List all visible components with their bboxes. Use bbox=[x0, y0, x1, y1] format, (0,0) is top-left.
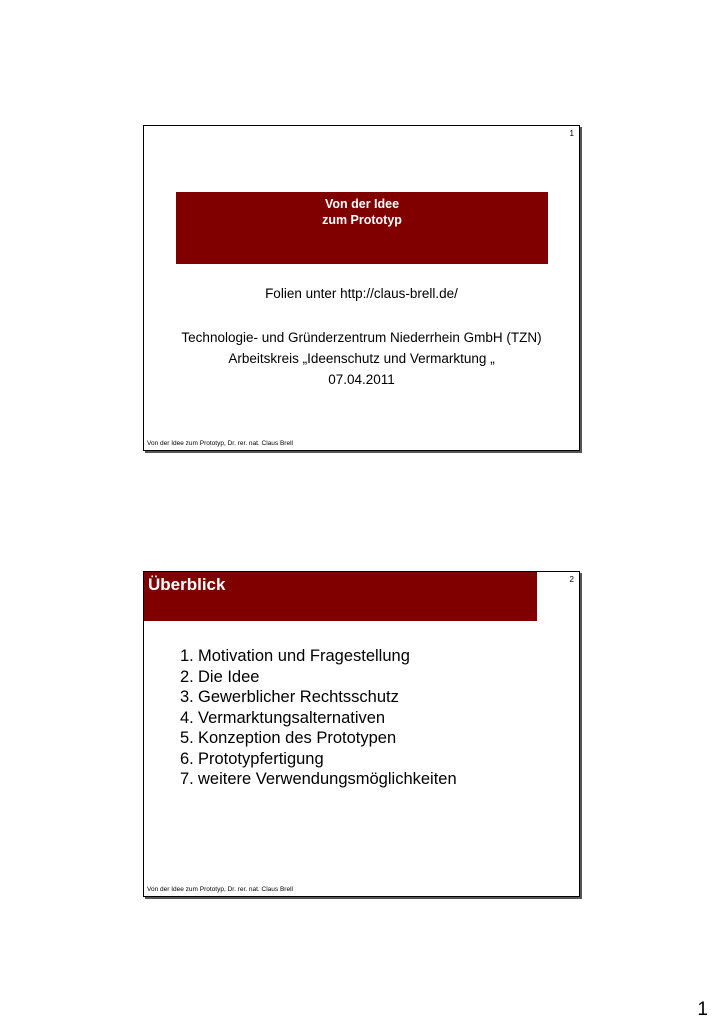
title-line-1: Von der Idee bbox=[324, 197, 400, 211]
slides-link-text: Folien unter http://claus-brell.de/ bbox=[265, 286, 458, 301]
item-text: Gewerblicher Rechtsschutz bbox=[198, 688, 399, 706]
event-date: 07.04.2011 bbox=[328, 372, 395, 387]
item-text: Die Idee bbox=[198, 667, 260, 686]
title-line-2: zum Prototyp bbox=[322, 213, 402, 227]
list-item bbox=[180, 769, 457, 790]
title-box bbox=[176, 192, 548, 264]
page-number: 1 bbox=[697, 999, 708, 1020]
item-number: 4. bbox=[180, 708, 194, 727]
slide-footer: Von der Idee zum Prototyp, Dr. rer. nat. Claus Brell bbox=[147, 886, 293, 893]
slide-heading: Überblick bbox=[148, 575, 226, 594]
slide-2 bbox=[143, 571, 580, 897]
item-number: 2. bbox=[180, 667, 194, 686]
item-number: 3. bbox=[180, 688, 194, 706]
list-item bbox=[180, 708, 457, 729]
slide-number: 1 bbox=[569, 129, 574, 138]
item-text: Konzeption des Prototypen bbox=[198, 729, 397, 747]
agenda-list bbox=[180, 646, 457, 790]
list-item bbox=[180, 687, 457, 708]
item-text: Motivation und Fragestellung bbox=[198, 647, 410, 665]
item-number: 7. bbox=[180, 770, 194, 788]
item-number: 5. bbox=[180, 729, 194, 747]
list-item bbox=[180, 667, 457, 688]
slide-footer: Von der Idee zum Prototyp, Dr. rer. nat. Claus Brell bbox=[147, 440, 293, 447]
organization-block bbox=[144, 327, 579, 390]
item-number: 1. bbox=[180, 647, 194, 665]
header-bar bbox=[144, 572, 537, 621]
list-item bbox=[180, 749, 457, 770]
item-number: 6. bbox=[180, 749, 194, 768]
slide-number: 2 bbox=[569, 575, 574, 584]
item-text: Prototypfertigung bbox=[198, 749, 324, 768]
organization-name: Technologie- und Gründerzentrum Niederrhein GmbH (TZN) bbox=[181, 330, 542, 345]
item-text: weitere Verwendungsmöglichkeiten bbox=[198, 770, 457, 788]
item-text: Vermarktungsalternativen bbox=[198, 708, 386, 727]
working-group: Arbeitskreis „Ideenschutz und Vermarktung „ bbox=[228, 351, 495, 366]
list-item bbox=[180, 646, 457, 667]
slide-1 bbox=[143, 125, 580, 451]
list-item bbox=[180, 728, 457, 749]
